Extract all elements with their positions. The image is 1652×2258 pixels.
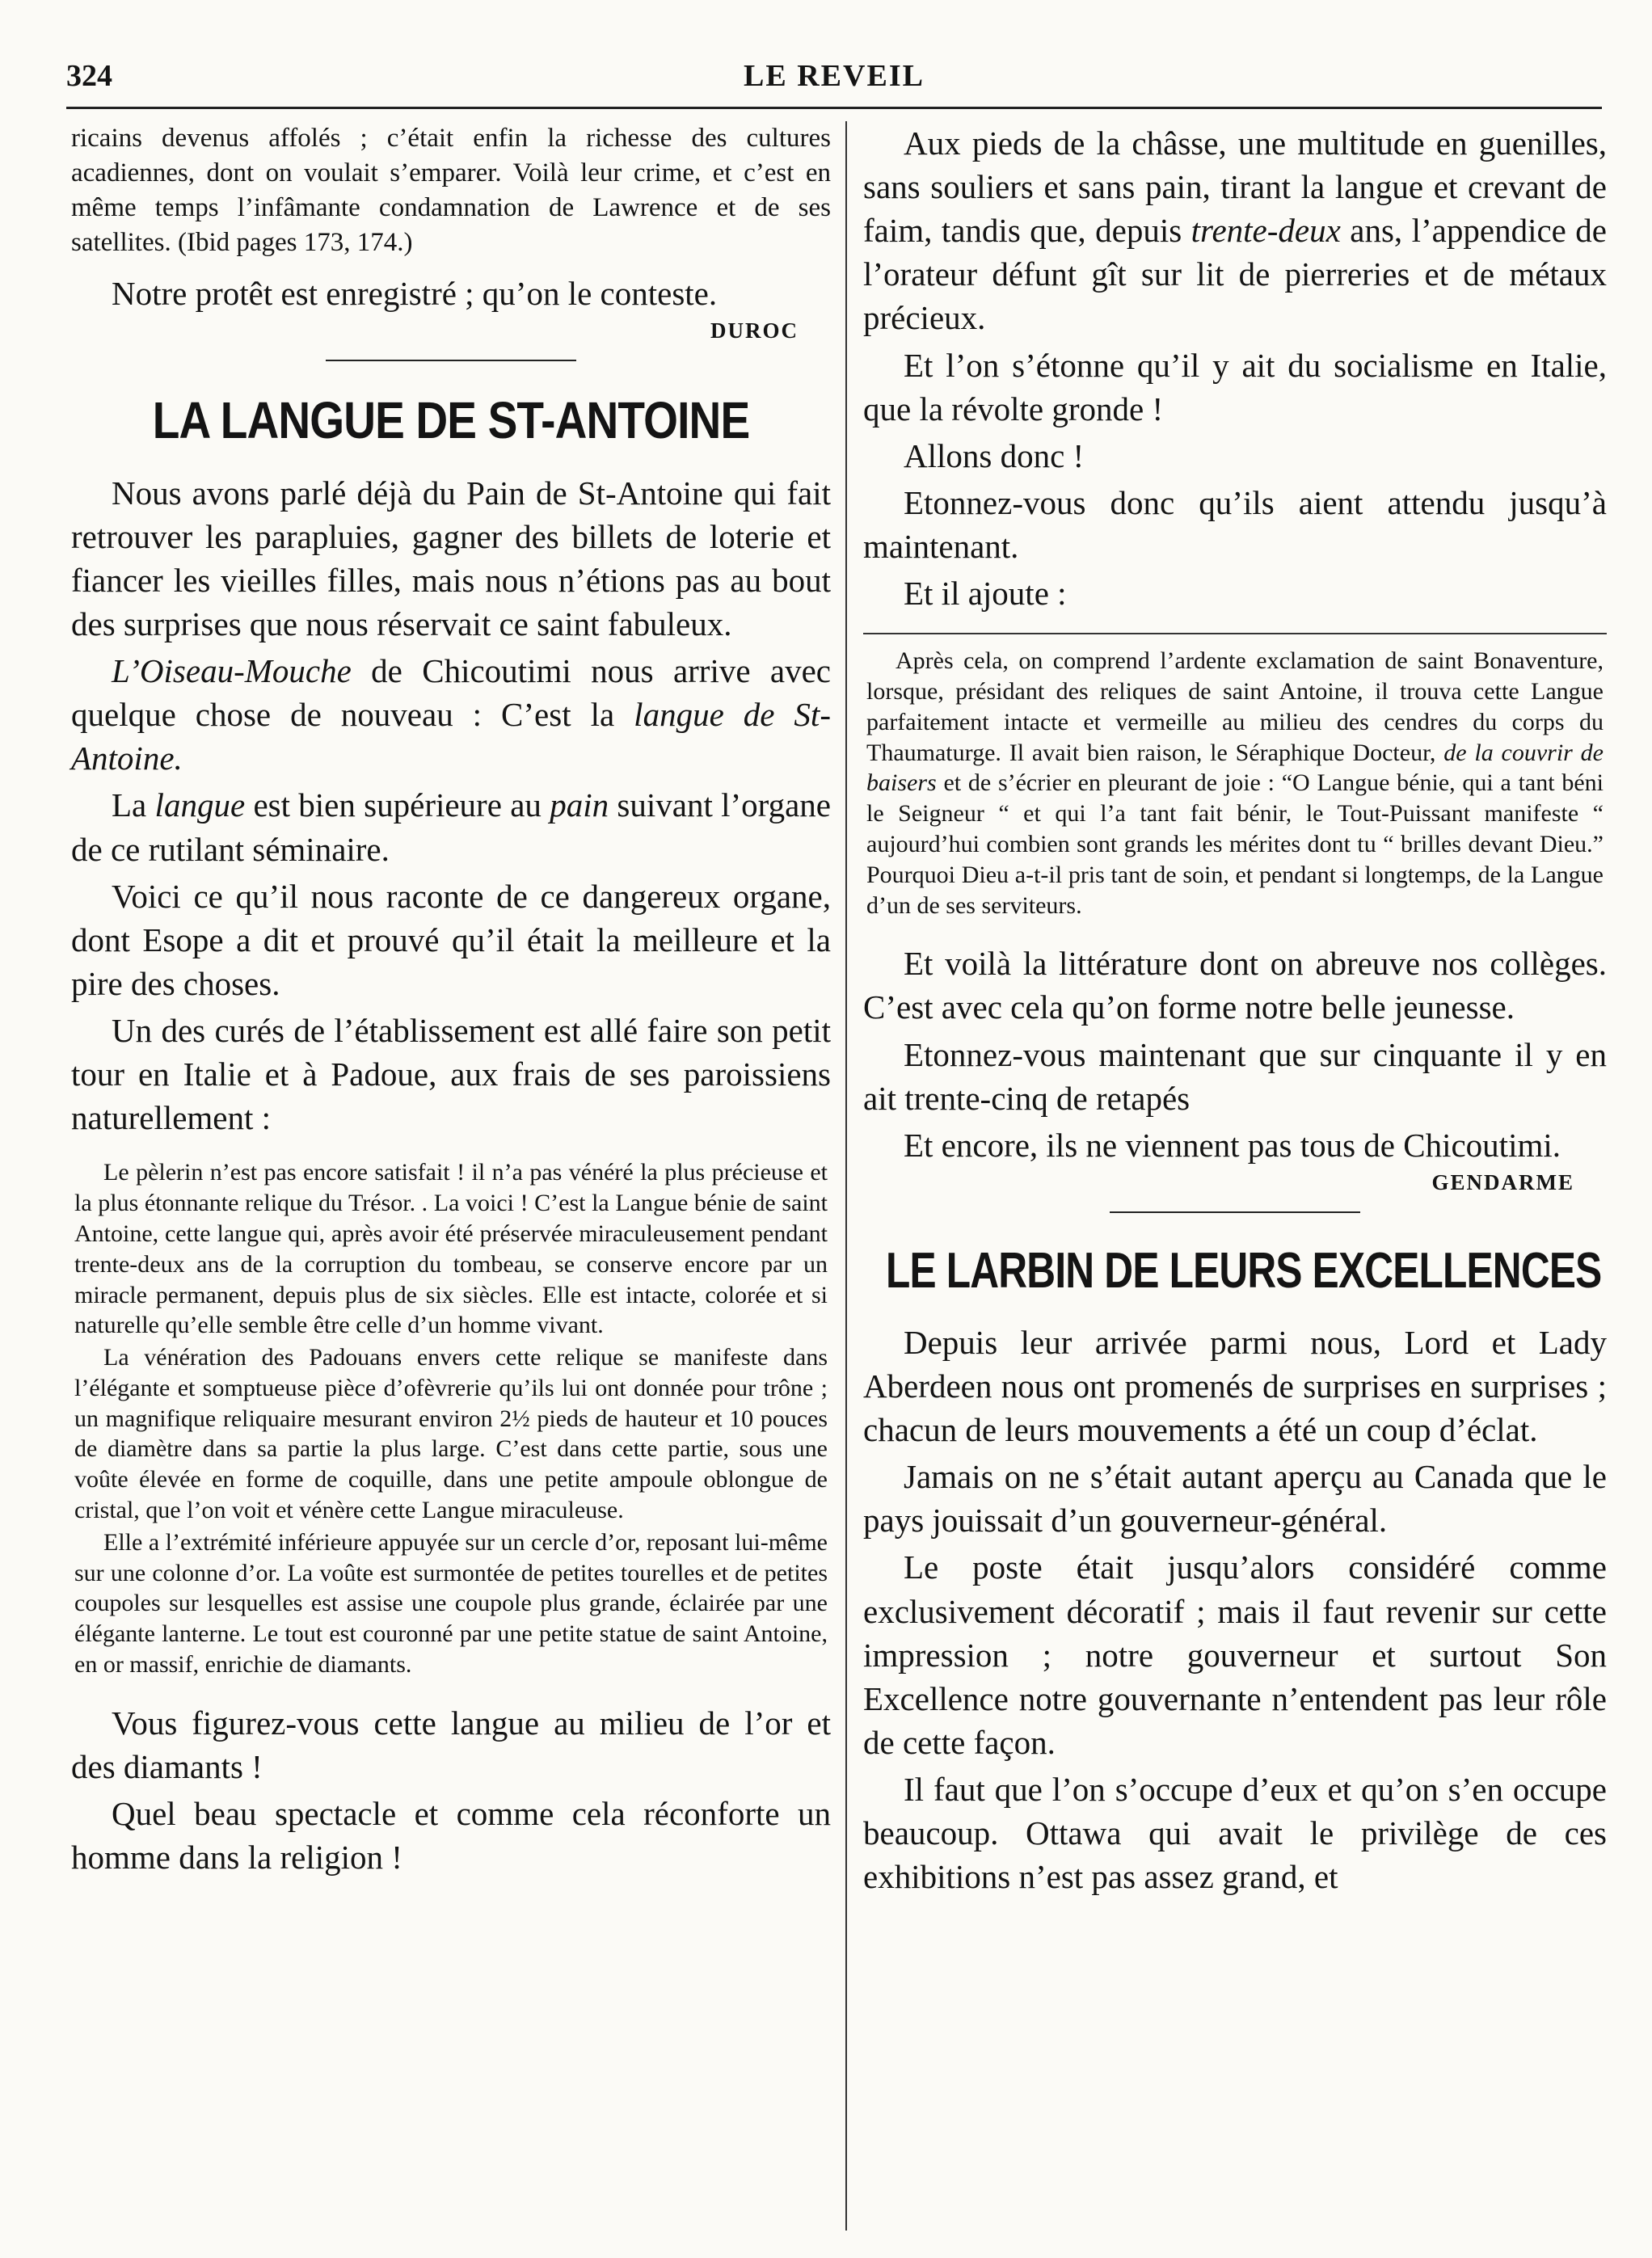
paragraph: Le poste était jusqu’alors considéré comme exclusivement décoratif ; mais il faut revenir sur cette impression ; notre gouverneur et surtout Son Excellence notre gouvernante n’entendent pas leur rôle de cette façon. xyxy=(863,1548,1607,1761)
section-divider xyxy=(326,360,576,361)
paragraph: Et voilà la littérature dont on abreuve nos collèges. C’est avec cela qu’on forme notre belle jeunesse. xyxy=(863,945,1607,1026)
signature-duroc: DUROC xyxy=(710,318,799,343)
right-column xyxy=(863,121,1607,1902)
intro-paragraph: ricains devenus affolés ; c’était enfin la richesse des cultures acadiennes, dont on voulait s’emparer. Voilà leur crime, et c’est en même temps l’infâmante condamnation de Lawrence et de ses satellites. (Ibid pages 173, 174.) xyxy=(71,124,831,257)
source-name: L’Oiseau-Mouche xyxy=(112,652,352,690)
paragraph: Un des curés de l’établissement est allé faire son petit tour en Italie et à Padoue, aux frais de ses paroissiens naturellement : xyxy=(71,1011,831,1137)
paragraph: L’Oiseau-Mouche de Chicoutimi nous arrive avec quelque chose de nouveau : C’est la langue de St-Antoine. xyxy=(71,652,831,777)
quote-paragraph: Elle a l’extrémité inférieure appuyée sur un cercle d’or, reposant lui-même sur une colonne d’or. La voûte est surmontée de petites tourelles et de petites coupoles sur lesquelles est assise une coupole plus grande, éclairée par une élégante lanterne. Le tout est couronné par une petite statue de saint Antoine, en or massif, enrichie de diamants. xyxy=(74,1528,828,1679)
quote-paragraph: Le pèlerin n’est pas encore satisfait ! il n’a pas vénéré la plus précieuse et la plus étonnante relique du Trésor. . La voici ! C’est la Langue bénie de saint Antoine, cette langue qui, après avoir été préservée miraculeusement pendant trente-deux ans de la corruption du tombeau, se conserve encore par un miracle permanent, depuis plus de six siècles. Elle est intacte, colorée et si naturelle qu’elle semble être celle d’un homme vivant. xyxy=(74,1159,828,1339)
column-divider xyxy=(845,121,847,2231)
paragraph: Jamais on ne s’était autant aperçu au Canada que le pays jouissait d’un gouverneur-général. xyxy=(863,1458,1607,1540)
signature-gendarme: GENDARME xyxy=(1431,1169,1574,1194)
paragraph: Et il ajoute : xyxy=(904,575,1067,613)
paragraph: La langue est bien supérieure au pain suivant l’organe de ce rutilant séminaire. xyxy=(71,786,831,868)
paragraph: Nous avons parlé déjà du Pain de St-Antoine qui fait retrouver les parapluies, gagner des billets de loterie et fiancer les vieilles filles, mais nous n’étions pas au bout des surprises que nous réservait ce saint fabuleux. xyxy=(71,474,831,642)
running-title: LE REVEIL xyxy=(744,59,925,93)
paragraph: Vous figurez-vous cette langue au milieu de l’or et des diamants ! xyxy=(71,1704,831,1785)
paragraph: Il faut que l’on s’occupe d’eux et qu’on s’en occupe beaucoup. Ottawa qui avait le privilège de ces exhibitions n’est pas assez grand, et xyxy=(863,1771,1607,1896)
paragraph: Allons donc ! xyxy=(904,436,1085,474)
paragraph: Etonnez-vous donc qu’ils aient attendu jusqu’à maintenant. xyxy=(863,483,1607,565)
paragraph: Depuis leur arrivée parmi nous, Lord et Lady Aberdeen nous ont promenés de surprises en surprises ; chacun de leurs mouvements a été un coup d’éclat. xyxy=(863,1323,1607,1449)
left-column xyxy=(71,121,831,1882)
quote-paragraph: La vénération des Padouans envers cette relique se manifeste dans l’élégante et somptueuse pièce d’ofèvrerie qu’ils lui ont donnée pour trône ; un magnifique reliquaire mesurant environ 2½ pieds de hauteur et 10 pouces de diamètre dans sa partie la plus large. C’est dans cette partie, sous une voûte élevée en forme de coquille, dans une petite ampoule oblongue de cristal, que l’on voit et vénère cette Langue miraculeuse. xyxy=(74,1344,828,1524)
quoted-passage xyxy=(863,633,1607,920)
quoted-passage xyxy=(71,1157,831,1680)
paragraph: Voici ce qu’il nous raconte de ce dangereux organe, dont Esope a dit et prouvé qu’il était la meilleure et la pire des choses. xyxy=(71,877,831,1002)
quote-paragraph: Après cela, on comprend l’ardente exclamation de saint Bonaventure, lorsque, présidant des reliques de saint Antoine, il trouva cette Langue parfaitement intacte et vermeille au milieu des cendres du corps du Thaumaturge. Il avait bien raison, le Séraphique Docteur, de la couvrir de baisers et de s’écrier en pleurant de joie : “O Langue bénie, qui a tant béni le Seigneur “ et qui l’a tant fait bénir, le Tout-Puissant manifeste “ aujourd’hui combien sont grands les mérites dont tu “ brilles devant Dieu.” Pourquoi Dieu a-t-il pris tant de soin, et pendant si longtemps, de la Langue d’un de ses serviteurs. xyxy=(866,647,1604,919)
paragraph: Etonnez-vous maintenant que sur cinquante il y en ait trente-cinq de retapés xyxy=(863,1035,1607,1117)
paragraph: Et encore, ils ne viennent pas tous de Chicoutimi. xyxy=(904,1126,1561,1164)
page-header xyxy=(66,58,1602,109)
article-title-langue: LA LANGUE DE ST-ANTOINE xyxy=(152,390,750,449)
paragraph: Et l’on s’étonne qu’il y ait du socialisme en Italie, que la révolte gronde ! xyxy=(863,346,1607,428)
page-number: 324 xyxy=(66,59,112,93)
closing-line: Notre protêt est enregistré ; qu’on le conteste. xyxy=(112,274,718,312)
paragraph: Aux pieds de la châsse, une multitude en guenilles, sans souliers et sans pain, tirant la langue et crevant de faim, tandis que, depuis trente-deux ans, l’appendice de l’orateur défunt gît sur lit de pierreries et de métaux précieux. xyxy=(863,124,1608,337)
section-divider xyxy=(1110,1211,1360,1213)
paragraph: Quel beau spectacle et comme cela réconforte un homme dans la religion ! xyxy=(71,1795,831,1877)
article-title-larbin: LE LARBIN DE LEURS EXCELLENCES xyxy=(886,1242,1602,1299)
